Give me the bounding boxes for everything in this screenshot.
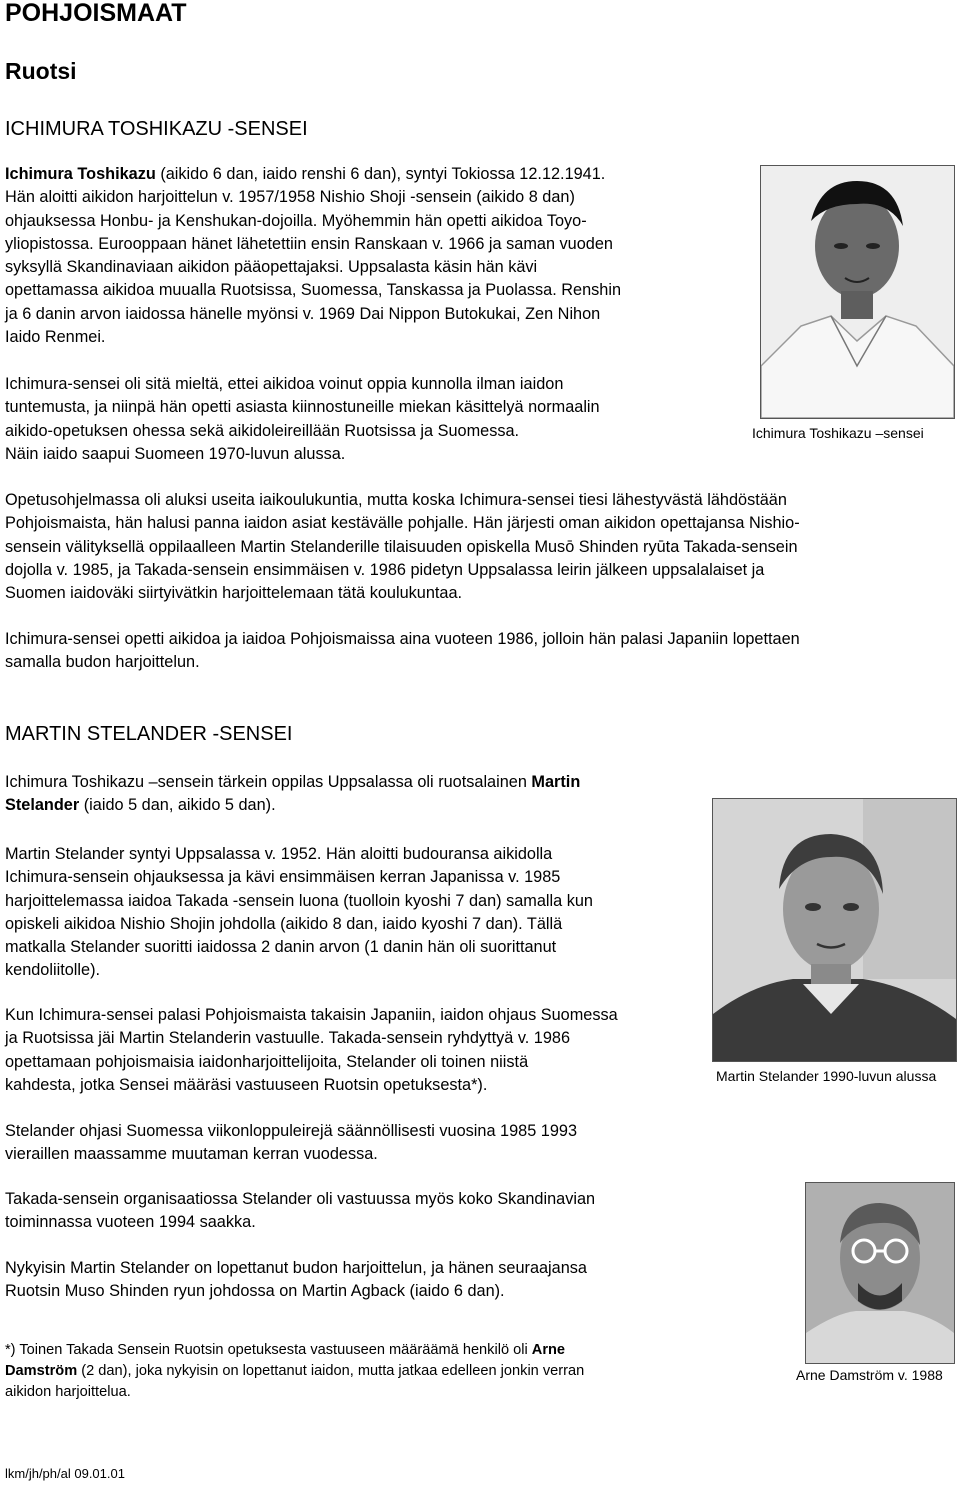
- stelander-paragraph-6: [5, 1257, 705, 1304]
- text-line: tuntemusta, ja niinpä hän opetti asiasta kiinnostuneille miekan käsittelyä normaalin: [5, 398, 600, 417]
- text-line: Ichimura-sensein ohjauksessa ja kävi ensimmäisen kerran Japanissa v. 1985: [5, 868, 561, 887]
- text-span: (2 dan), joka nykyisin on lopettanut iaidon, mutta jatkaa edelleen jonkin verran: [77, 1363, 585, 1379]
- text-line: matkalla Stelander suoritti iaidossa 2 danin arvon (1 danin hän oli suorittanut: [5, 938, 557, 957]
- damstrom-name-bold: Arne: [531, 1342, 566, 1358]
- text-line: syksyllä Skandinaviaan aikidon pääopettajaksi. Uppsalasta käsin hän kävi: [5, 258, 538, 277]
- text-line: sensein välityksellä oppilaalleen Martin Stelanderille tilaisuuden opiskella Musō Shinden ryūta Takada-sensein: [5, 537, 798, 556]
- text-span: Ichimura Toshikazu –sensein tärkein oppilas Uppsalassa oli ruotsalainen: [5, 773, 532, 791]
- text-line: opiskeli aikidoa Nishio Shojin johdolla (aikido 8 dan, iaido kyoshi 7 dan). Tällä: [5, 914, 563, 933]
- text-line: samalla budon harjoittelun.: [5, 653, 200, 672]
- stelander-surname-bold: Stelander: [5, 796, 80, 815]
- text-line: kahdesta, jotka Sensei määräsi vastuuseen Ruotsin opetuksesta*).: [5, 1075, 488, 1094]
- text-line: Ichimura-sensei opetti aikidoa ja iaidoa Pohjoismaissa aina vuoteen 1986, jolloin hän palasi Japaniin lopettaen: [5, 630, 800, 648]
- ichimura-paragraph-3: [5, 489, 955, 605]
- text-line: Nykyisin Martin Stelander on lopettanut budon harjoittelun, ja hänen seuraajansa: [5, 1259, 587, 1277]
- section-heading-stelander: MARTIN STELANDER -SENSEI: [5, 723, 293, 745]
- text-span: (aikido 6 dan, iaido renshi 6 dan), syntyi Tokiossa 12.12.1941.: [155, 165, 606, 183]
- portrait-image: [806, 1183, 954, 1363]
- text-line: Hän aloitti aikidon harjoittelun v. 1957/1958 Nishio Shoji -sensein (aikido 8 dan): [5, 188, 575, 207]
- text-line: aikidon harjoittelua.: [5, 1384, 131, 1400]
- text-line: ja Ruotsissa jäi Martin Stelanderin vastuulle. Takada-sensein ryhdyttyä v. 1986: [5, 1029, 571, 1048]
- text-line: ohjauksessa Honbu- ja Kenshukan-dojoilla. Myöhemmin hän opetti aikidoa Toyo-: [5, 211, 587, 230]
- ichimura-paragraph-2: [5, 373, 745, 466]
- ichimura-photo-caption: Ichimura Toshikazu –sensei: [752, 425, 924, 441]
- text-span: (iaido 5 dan, aikido 5 dan).: [79, 796, 276, 815]
- text-line: toiminnassa vuoteen 1994 saakka.: [5, 1213, 256, 1232]
- text-line: Opetusohjelmassa oli aluksi useita iaikoulukuntia, mutta koska Ichimura-sensei tiesi lähestyvästä lähdöstään: [5, 491, 787, 509]
- ichimura-paragraph-4: [5, 628, 955, 675]
- text-line: Suomen iaidoväki siirtyivätkin harjoittelemaan tätä koulukuntaa.: [5, 584, 463, 603]
- text-span: *) Toinen Takada Sensein Ruotsin opetuksesta vastuuseen määräämä henkilö oli: [5, 1342, 532, 1358]
- stelander-paragraph-1: [5, 771, 705, 818]
- text-line: Iaido Renmei.: [5, 328, 106, 347]
- portrait-image: [713, 799, 956, 1061]
- ichimura-photo: [760, 165, 955, 419]
- document-code: lkm/jh/ph/al 09.01.01: [5, 1466, 125, 1481]
- portrait-image: [761, 166, 954, 418]
- section-heading-ichimura: ICHIMURA TOSHIKAZU -SENSEI: [5, 118, 308, 140]
- stelander-name-bold: Martin: [531, 773, 581, 791]
- page-title: POHJOISMAAT: [5, 0, 187, 27]
- damstrom-photo: [805, 1182, 955, 1364]
- damstrom-photo-caption: Arne Damström v. 1988: [796, 1367, 943, 1383]
- text-line: Ichimura-sensei oli sitä mieltä, ettei aikidoa voinut oppia kunnolla ilman iaidon: [5, 375, 564, 393]
- text-line: Stelander ohjasi Suomessa viikonloppuleirejä säännöllisesti vuosina 1985 1993: [5, 1122, 578, 1140]
- text-line: yliopistossa. Eurooppaan hänet lähetettiin ensin Ranskaan v. 1966 ja saman vuoden: [5, 234, 613, 253]
- footnote: [5, 1340, 705, 1403]
- text-line: harjoittelemassa iaidoa Takada -sensein luona (tuolloin kyoshi 7 dan) samalla kun: [5, 891, 593, 910]
- stelander-paragraph-4: [5, 1120, 705, 1167]
- stelander-paragraph-5: [5, 1188, 705, 1235]
- text-line: Pohjoismaista, hän halusi panna iaidon asiat kestävälle pohjalle. Hän järjesti oman aikidon opettajansa Nishio-: [5, 514, 800, 533]
- text-line: aikido-opetuksen ohessa sekä aikidoleireillään Ruotsissa ja Suomessa.: [5, 421, 520, 440]
- text-line: Martin Stelander syntyi Uppsalassa v. 1952. Hän aloitti budouransa aikidolla: [5, 845, 553, 863]
- text-line: Takada-sensein organisaatiossa Stelander oli vastuussa myös koko Skandinavian: [5, 1190, 596, 1208]
- text-line: opettamaan pohjoismaisia iaidonharjoittelijoita, Stelander oli toinen niistä: [5, 1052, 529, 1071]
- stelander-photo: [712, 798, 957, 1062]
- text-line: Ruotsin Muso Shinden ryun johdossa on Martin Agback (iaido 6 dan).: [5, 1282, 505, 1301]
- ichimura-paragraph-1: [5, 163, 745, 349]
- text-line: Näin iaido saapui Suomeen 1970-luvun alussa.: [5, 444, 346, 463]
- text-line: kendoliitolle).: [5, 961, 101, 980]
- text-line: vieraillen maassamme muutaman kerran vuodessa.: [5, 1145, 378, 1164]
- text-line: Kun Ichimura-sensei palasi Pohjoismaista takaisin Japaniin, iaidon ohjaus Suomessa: [5, 1006, 618, 1024]
- text-line: opettamassa aikidoa muualla Ruotsissa, Suomessa, Tanskassa ja Puolassa. Renshin: [5, 281, 622, 300]
- text-line: ja 6 danin arvon iaidossa hänelle myönsi v. 1969 Dai Nippon Butokukai, Zen Nihon: [5, 304, 601, 323]
- ichimura-name-bold: Ichimura Toshikazu: [5, 165, 156, 183]
- page-subtitle: Ruotsi: [5, 58, 77, 84]
- text-line: dojolla v. 1985, ja Takada-sensein ensimmäisen v. 1986 pidetyn Uppsalassa leirin jälkeen uppsalalaiset ja: [5, 560, 765, 579]
- stelander-photo-caption: Martin Stelander 1990-luvun alussa: [716, 1068, 937, 1084]
- damstrom-surname-bold: Damström: [5, 1363, 78, 1379]
- stelander-paragraph-2: [5, 843, 705, 983]
- stelander-paragraph-3: [5, 1004, 705, 1097]
